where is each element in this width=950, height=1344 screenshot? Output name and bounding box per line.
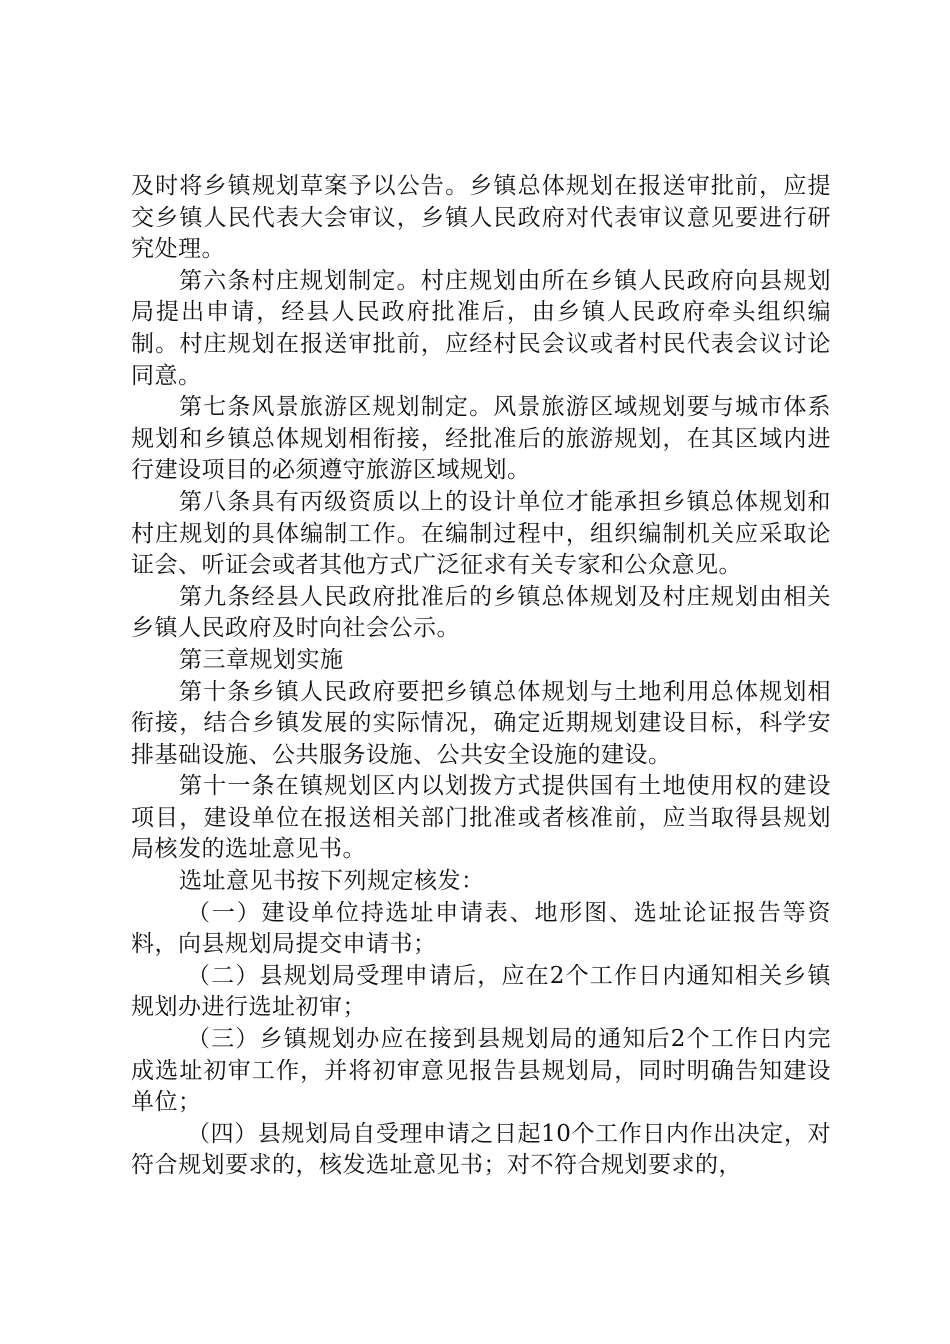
document-body [131, 171, 831, 1182]
list-item-4: （四）县规划局自受理申请之日起10个工作日内作出决定，对符合规划要求的，核发选址意见书；对不符合规划要求的， [131, 1120, 831, 1179]
paragraph-article-10: 第十条乡镇人民政府要把乡镇总体规划与土地利用总体规划相衔接，结合乡镇发展的实际情况，确定近期规划建设目标，科学安排基础设施、公共服务设施、公共安全设施的建设。 [131, 678, 831, 768]
paragraph-article-6: 第六条村庄规划制定。村庄规划由所在乡镇人民政府向县规划局提出申请，经县人民政府批准后，由乡镇人民政府牵头组织编制。村庄规划在报送审批前，应经村民会议或者村民代表会议讨论同意。 [131, 267, 831, 389]
paragraph-article-9: 第九条经县人民政府批准后的乡镇总体规划及村庄规划由相关乡镇人民政府及时向社会公示。 [131, 583, 831, 642]
paragraph-article-8: 第八条具有丙级资质以上的设计单位才能承担乡镇总体规划和村庄规划的具体编制工作。在编制过程中，组织编制机关应采取论证会、听证会或者其他方式广泛征求有关专家和公众意见。 [131, 488, 831, 579]
paragraph-rules-intro: 选址意见书按下列规定核发： [179, 868, 485, 895]
paragraph-article-7: 第七条风景旅游区规划制定。风景旅游区域规划要与城市体系规划和乡镇总体规划相衔接，经批准后的旅游规划，在其区域内进行建设项目的必须遵守旅游区域规划。 [131, 394, 831, 484]
paragraph-article-11: 第十一条在镇规划区内以划拨方式提供国有土地使用权的建设项目，建设单位在报送相关部门批准或者核准前，应当取得县规划局核发的选址意见书。 [131, 773, 831, 863]
paragraph-1: 及时将乡镇规划草案予以公告。乡镇总体规划在报送审批前，应提交乡镇人民代表大会审议，乡镇人民政府对代表审议意见要进行研究处理。 [131, 173, 831, 263]
list-item-2: （二）县规划局受理申请后，应在2个工作日内通知相关乡镇规划办进行选址初审； [131, 962, 831, 1021]
list-item-3: （三）乡镇规划办应在接到县规划局的通知后2个工作日内完成选址初审工作，并将初审意见报告县规划局，同时明确告知建设单位； [131, 1026, 831, 1116]
list-item-1: （一）建设单位持选址申请表、地形图、选址论证报告等资料，向县规划局提交申请书； [131, 899, 831, 958]
chapter-heading: 第三章规划实施 [179, 646, 344, 673]
